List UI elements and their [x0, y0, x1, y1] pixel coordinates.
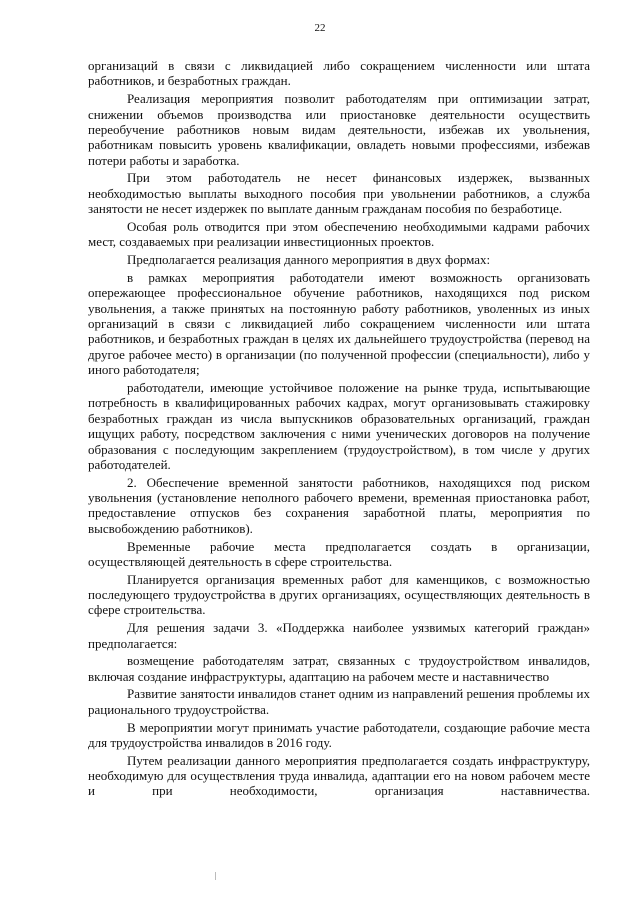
paragraph-no-costs: При этом работодатель не несет финансовых издержек, вызванных необходимостью выплаты выходного пособия при увольнении работников, а служба занятости не несет издержек по выплате данным гражданам пособия по безработице. — [88, 170, 590, 217]
paragraph-task-3: Для решения задачи 3. «Поддержка наиболее уязвимых категорий граждан» предполагается: — [88, 620, 590, 651]
scan-artifact — [215, 872, 216, 880]
paragraph-disabled-employment: Развитие занятости инвалидов станет одним из направлений решения проблемы их рационального трудоустройства. — [88, 686, 590, 717]
paragraph-form-training: в рамках мероприятия работодатели имеют возможность организовать опережающее профессиональное обучение работников, находящихся под риском увольнения, а также принятых на постоянную работу работников, уволенных из иных организаций в связи с ликвидацией либо сокращением численности или штата работников, и безработных граждан в целях их дальнейшего трудоустройства (перевод на другое рабочее место) в организации (по полученной профессии (специальности), либо у иного работодателя; — [88, 269, 590, 378]
paragraph-temporary-jobs: Временные рабочие места предполагается создать в организации, осуществляющей деятельность в сфере строительства. — [88, 538, 590, 569]
paragraph-compensation: возмещение работодателям затрат, связанных с трудоустройством инвалидов, включая создание инфраструктуры, адаптацию на рабочем месте и наставничество — [88, 653, 590, 684]
paragraph-measure-benefit: Реализация мероприятия позволит работодателям при оптимизации затрат, снижении объемов производства или приостановке деятельности осуществить переобучение работников новым видам деятельности, избежав их увольнения, работникам повысить уровень квалификации, овладеть новыми профессиями, избежав потери работы и заработка. — [88, 91, 590, 168]
paragraph-temporary-employment: 2. Обеспечение временной занятости работников, находящихся под риском увольнения (установление неполного рабочего времени, временная приостановка работ, предоставление отпусков без сохранения заработной платы, мероприятия по высвобождению работников). — [88, 474, 590, 536]
paragraph-masons: Планируется организация временных работ для каменщиков, с возможностью последующего трудоустройства в других организациях, осуществляющих деятельность в сфере строительства. — [88, 571, 590, 618]
paragraph-continuation: организаций в связи с ликвидацией либо сокращением численности или штата работников, и безработных граждан. — [88, 58, 590, 89]
paragraph-participants: В мероприятии могут принимать участие работодатели, создающие рабочие места для трудоустройства инвалидов в 2016 году. — [88, 719, 590, 750]
paragraph-infrastructure: Путем реализации данного мероприятия предполагается создать инфраструктуру, необходимую для осуществления труда инвалида, адаптации его на новом рабочем месте и при необходимости, организация наставничества. — [88, 752, 590, 799]
paragraph-two-forms: Предполагается реализация данного мероприятия в двух формах: — [127, 252, 491, 268]
document-body — [88, 58, 590, 801]
paragraph-special-role: Особая роль отводится при этом обеспечению необходимыми кадрами рабочих мест, создаваемых при реализации инвестиционных проектов. — [88, 218, 590, 250]
paragraph-form-internship: работодатели, имеющие устойчивое положение на рынке труда, испытывающие потребность в квалифицированных рабочих кадрах, могут организовывать стажировку безработных граждан из числа выпускников образовательных организаций, граждан ищущих работу, посредством заключения с ними ученических договоров на получение образования с последующим закреплением (трудоустройством), в том числе у других работодателей. — [88, 379, 590, 472]
page-number: 22 — [314, 22, 326, 34]
